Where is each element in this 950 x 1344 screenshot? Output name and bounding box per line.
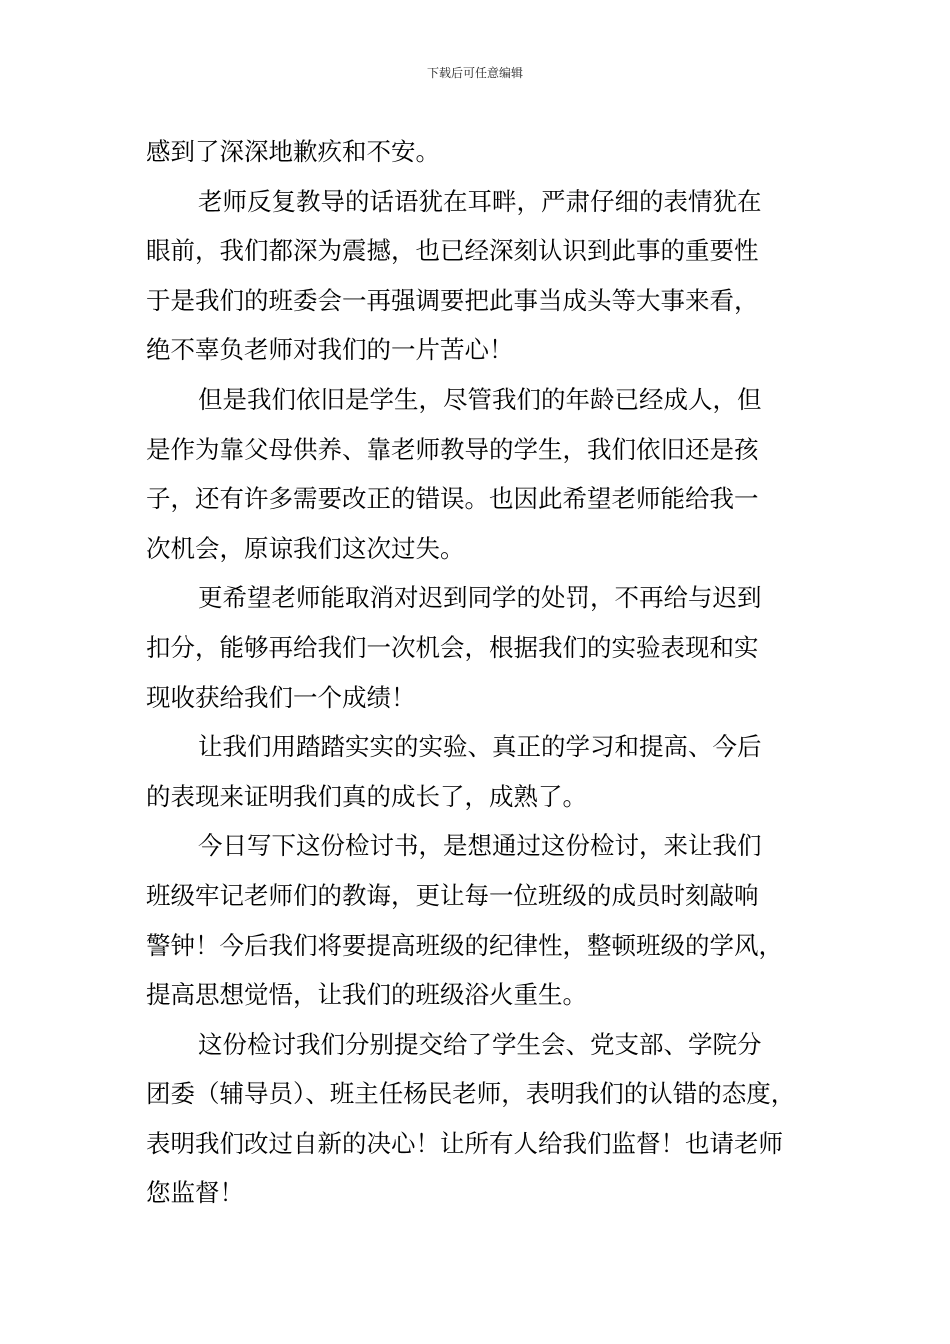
text-line: 团委（辅导员）、班主任杨民老师，表明我们的认错的态度， — [146, 1079, 796, 1109]
text-line: 但是我们依旧是学生，尽管我们的年龄已经成人，但 — [198, 384, 762, 414]
text-line: 扣分，能够再给我们一次机会，根据我们的实验表现和实 — [146, 632, 759, 662]
text-line: 于是我们的班委会一再强调要把此事当成头等大事来看， — [146, 285, 759, 315]
text-line: 绝不辜负老师对我们的一片苦心！ — [146, 335, 514, 365]
text-line: 今日写下这份检讨书，是想通过这份检讨，来让我们 — [198, 831, 762, 861]
text-line: 老师反复教导的话语犹在耳畔，严肃仔细的表情犹在 — [198, 186, 762, 216]
text-line: 班级牢记老师们的教诲，更让每一位班级的成员时刻敲响 — [146, 880, 759, 910]
text-line: 次机会，原谅我们这次过失。 — [146, 533, 465, 563]
text-line: 让我们用踏踏实实的实验、真正的学习和提高、今后 — [198, 732, 762, 762]
text-line: 子，还有许多需要改正的错误。也因此希望老师能给我一 — [146, 484, 759, 514]
document-body — [146, 127, 811, 1218]
text-line: 眼前，我们都深为震撼，也已经深刻认识到此事的重要性 — [146, 236, 759, 266]
page-header: 下载后可任意编辑 — [426, 66, 523, 80]
text-line: 的表现来证明我们真的成长了，成熟了。 — [146, 781, 587, 811]
text-line: 感到了深深地歉疚和不安。 — [146, 137, 440, 166]
text-line: 现收获给我们一个成绩！ — [146, 682, 416, 712]
text-line: 这份检讨我们分别提交给了学生会、党支部、学院分 — [198, 1029, 762, 1059]
text-line: 提高思想觉悟，让我们的班级浴火重生。 — [146, 980, 587, 1010]
text-line: 是作为靠父母供养、靠老师教导的学生，我们依旧还是孩 — [146, 434, 759, 464]
text-line: 您监督！ — [146, 1178, 244, 1208]
text-line: 警钟！今后我们将要提高班级的纪律性，整顿班级的学风， — [146, 930, 783, 960]
text-line: 表明我们改过自新的决心！让所有人给我们监督！也请老师 — [146, 1128, 783, 1158]
text-line: 更希望老师能取消对迟到同学的处罚，不再给与迟到 — [198, 583, 762, 613]
